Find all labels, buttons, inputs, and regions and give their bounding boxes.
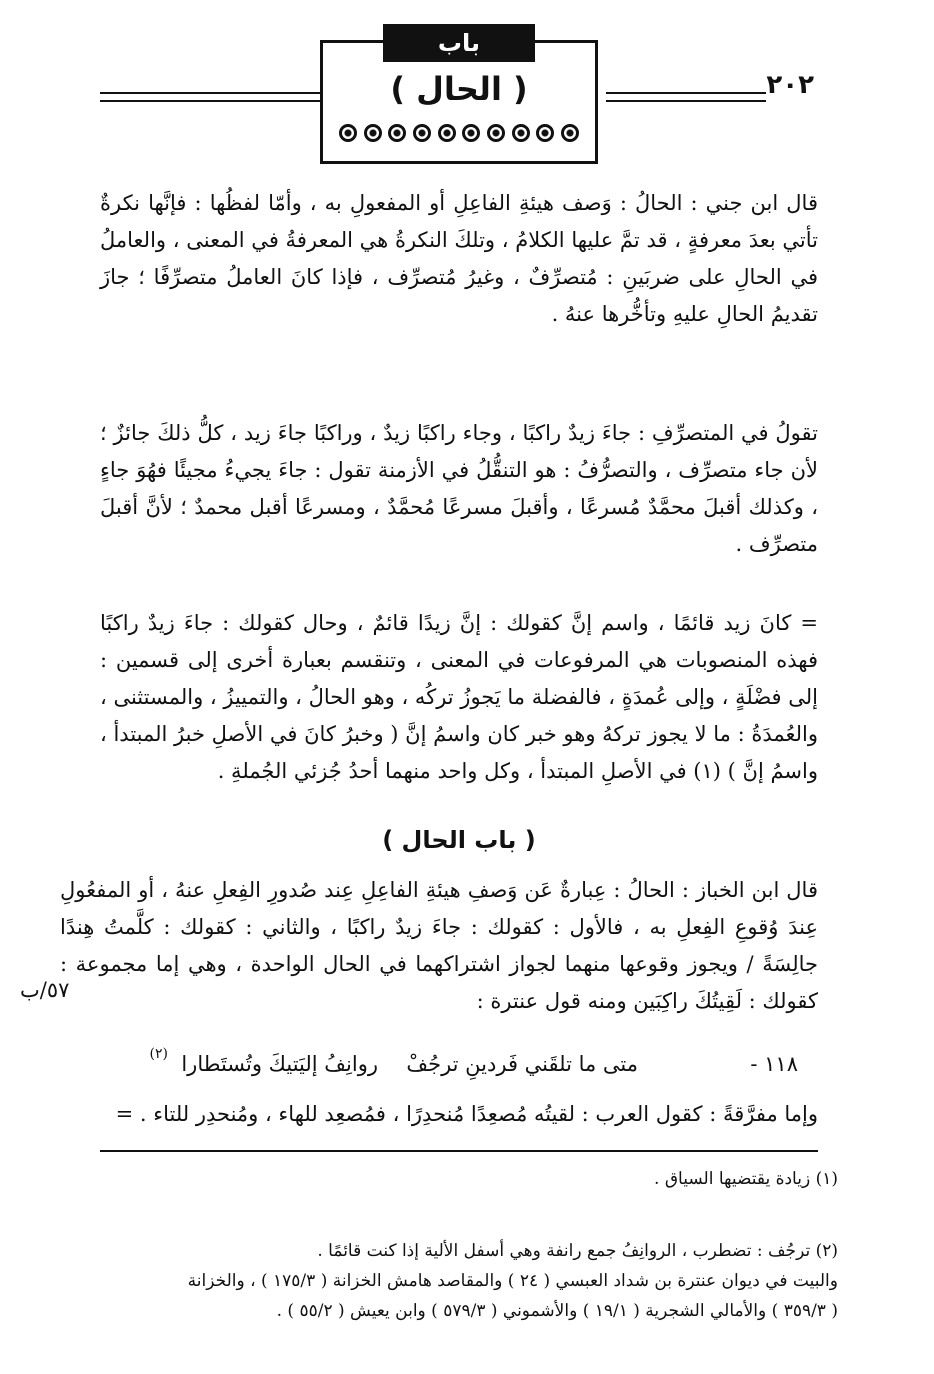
verse-number: ١١٨ - [750, 1052, 798, 1076]
paragraph-ibn-jinni: قال ابن جني : الحالُ : وَصف هيئةِ الفاعِلِ أو المفعولِ به ، وأمّا لفظُها : فإنَّها نكرةٌ تأتي بعدَ معرفةٍ ، قد تمَّ عليها الكلامُ ، وتلكَ النكرةُ هي المعرفةُ في المعنى ، والعاملُ في الحالِ على ضربَينِ : مُتصرِّفٌ ، وغيرُ مُتصرِّف ، فإذا كانَ العاملُ متصرِّفًا ؛ جازَ تقديمُ الحالِ عليهِ وتأخُّرها عنهُ . [100, 191, 818, 326]
ornament-row [339, 118, 579, 148]
poem-verse [100, 1046, 818, 1092]
paragraph-mutasarrif: تقولُ في المتصرِّفِ : جاءَ زيدٌ راكبًا ، وجاء راكبًا زيدٌ ، وراكبًا جاءَ زيد ، كلُّ ذلكَ جائزٌ ؛ لأن جاء متصرِّف ، والتصرُّفُ : هو التنقُّلُ في الأزمنة تقول : جاءَ يجيءُ مجيئًا فهُوَ جاءٍ ، وكذلك أقبلَ محمَّدٌ مُسرعًا ، وأقبلَ مسرعًا مُحمَّدٌ ، ومسرعًا أقبل محمدٌ ؛ لأنَّ أقبلَ متصرِّف . [100, 421, 818, 556]
ornament-rosette-icon [462, 124, 480, 142]
verse-hemistich-second: روانِفُ إليَتيكَ وتُستَطارا [181, 1052, 378, 1076]
ornament-rosette-icon [487, 124, 505, 142]
ornament-rosette-icon [339, 124, 357, 142]
ornament-rosette-icon [438, 124, 456, 142]
header-rule-right [606, 92, 766, 102]
footnote-2-sources-line2: ( ٣٥٩/٣ ) والأمالي الشجرية ( ١٩/١ ) والأشموني ( ٥٧٩/٣ ) وابن يعيش ( ٥٥/٢ ) . [276, 1301, 838, 1321]
ornament-rosette-icon [364, 124, 382, 142]
footnote-2: (٢) ترجُف : تضطرب ، الروانِفُ جمع رانفة وهي أسفل الألية إذا كنت قائمًا . [317, 1241, 838, 1261]
ornament-rosette-icon [512, 124, 530, 142]
footnote-2-sources-line1: والبيت في ديوان عنترة بن شداد العبسي ( ٢٤ ) والمقاصد هامش الخزانة ( ١٧٥/٣ ) ، والخزانة [187, 1271, 838, 1291]
verse-hemistich-first: متى ما تلقَني فَردينِ ترجُفْ [406, 1052, 638, 1076]
footnote-1: (١) زيادة يقتضيها السياق . [654, 1169, 838, 1189]
paragraph-mufarraqa: وإما مفرَّقةً : كقول العرب : لقيتُه مُصعِدًا مُنحدِرًا ، فمُصعِد للهاء ، ومُنحدِر للتاء . = [115, 1102, 818, 1126]
ornament-rosette-icon [561, 124, 579, 142]
paragraph-commentary: = كانَ زيد قائمًا ، واسم إنَّ كقولك : إنَّ زيدًا قائمٌ ، وحال كقولك : جاءَ زيدٌ راكبًا فهذه المنصوبات هي المرفوعات في المعنى ، وتنقسم بعبارة أخرى إلى قسمين : إلى فضْلَةٍ ، وإلى عُمدَةٍ ، فالفضلة ما يَجوزُ تركُه ، وهو الحالُ ، والتمييزُ ، والمستثنى ، والعُمدَةُ : ما لا يجوز تركهُ وهو خبر كان واسمُ إنَّ ( وخبرُ كانَ في الأصلِ خبرُ المبتدأ ، واسمُ إنَّ ) (١) في الأصلِ المبتدأ ، وكل واحد منهما أحدُ جُزئي الجُملةِ . [100, 611, 818, 783]
paragraph-ibn-khabbaz: قال ابن الخباز : الحالُ : عِبارةٌ عَن وَصفِ هيئةِ الفاعِلِ عِند صُدورِ الفِعلِ عنهُ ، أو المفعُولِ عِندَ وُقوعِ الفِعلِ به ، فالأول : كقولك : جاءَ زيدٌ راكبًا ، والثاني : كقولك : كلَّمتُ هِندًا جالِسَةً / ويجوز وقوعها منهما لجواز اشتراكهما في الحال الواحدة ، وهي إما مجموعة : كقولك : لَقِيتُكَ راكِبَين ومنه قول عنترة : [60, 878, 818, 1013]
chapter-tab-label: باب [383, 24, 535, 62]
ornament-rosette-icon [536, 124, 554, 142]
footnote-marker: (٢) [149, 1046, 168, 1062]
chapter-title: ( الحال ) [390, 70, 528, 108]
section-heading: ( باب الحال ) [382, 826, 536, 854]
manuscript-margin-ref: ٥٧/ب [20, 978, 70, 1002]
header-rule-left [100, 92, 320, 102]
page-number: ٢٠٢ [766, 70, 814, 100]
ornament-rosette-icon [388, 124, 406, 142]
ornament-rosette-icon [413, 124, 431, 142]
footnote-divider [100, 1150, 818, 1152]
